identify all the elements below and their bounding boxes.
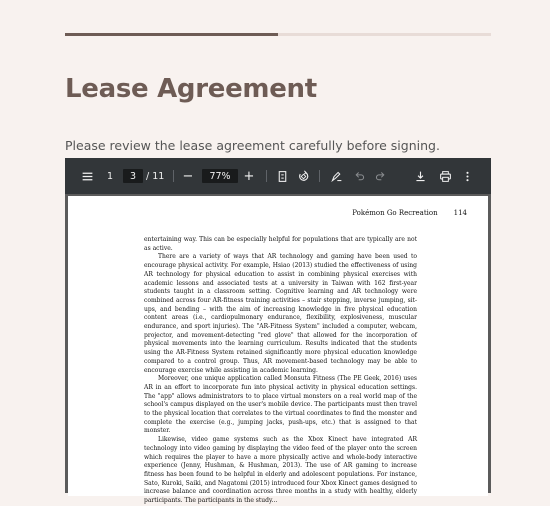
paragraph: Likewise, video game systems such as the Xbox Kinect have integrated AR technology into video gaming by displaying the video feed of the player onto the screen which requires the player to have a more physically active and whole-body interactive experience (Jenny, Hushman, & Hushman, 2013). The use of AR gaming to increase fitness has been found to be helpful in elderly and adolescent populations. For instance, Sato, Kuroki, Saiki, and Nagatomi (2015) introduced four Xbox Kinect games designed to increase balance and coordination across three months in a study with healthy, elderly participants. The participants in the study... <box>144 436 417 505</box>
paragraph: Moreover, one unique application called Monsuta Fitness (The PE Geek, 2016) uses AR in an effort to incorporate fun into physical activity in physical education settings. The "app" allows administrators to to place virtual monsters on a real world map of the school's campus displayed on the user's mobile device. The participants must then travel to the physical location that correlates to the virtual coordinates to find the monster and complete the exercise (e.g., jumping jacks, push-ups, etc.) that is assigned to that monster. <box>144 375 417 435</box>
page-number-label: 114 <box>453 209 467 217</box>
download-icon[interactable] <box>412 158 428 194</box>
page-total: / 11 <box>146 170 165 182</box>
zoom-out-button[interactable]: − <box>182 168 194 184</box>
hamburger-menu-icon[interactable] <box>79 158 95 194</box>
paragraph: There are a variety of ways that AR technology and gaming have been used to encourage physical activity. For example, Hsiao (2013) studied the effectiveness of using AR technology for physical education to assist in combining physical exercises with academic lessons and associated tests at a university in Taiwan with 162 first-year students taught in a classroom setting. Cognitive learning and AR technology were combined across four AR-fitness training activities – stair stepping, inverse jumping, sit-ups, and bending – with the aim of increasing knowledge in five physical education content areas (i.e., cardiopulmonary endurance, flexibility, explosiveness, muscular endurance, and sport injuries). The "AR-Fitness System" included a computer, webcam, projector, and movement-detecting "red glove" that allowed for the incorporation of physical movements into the learning curriculum. Results indicated that the students using the AR-Fitness System retained significantly more physical education knowledge compared to a control group. Thus, AR movement-based technology may be able to encourage exercise while assisting in academic learning. <box>144 253 417 374</box>
pdf-toolbar <box>65 158 491 194</box>
toolbar-divider <box>319 170 320 182</box>
more-vert-icon[interactable] <box>461 158 473 194</box>
redo-icon[interactable] <box>372 158 388 194</box>
running-head <box>352 209 467 217</box>
fit-page-icon[interactable] <box>274 158 290 194</box>
page-subtitle: Please review the lease agreement carefully before signing. <box>65 138 440 153</box>
zoom-in-button[interactable]: + <box>243 168 255 184</box>
page-number-input[interactable]: 3 <box>123 169 143 183</box>
print-icon[interactable] <box>437 158 453 194</box>
rotate-icon[interactable] <box>295 158 311 194</box>
toolbar-divider <box>173 170 174 182</box>
undo-icon[interactable] <box>351 158 367 194</box>
page-prefix: 1 <box>106 170 114 182</box>
paragraph: entertaining way. This can be especially helpful for populations that are typically are not as active. <box>144 236 417 252</box>
pdf-page <box>68 196 488 505</box>
page-body-text <box>144 236 417 505</box>
zoom-level-input[interactable]: 77% <box>202 169 238 183</box>
running-head-title: Pokémon Go Recreation <box>352 209 438 217</box>
toolbar-divider <box>266 170 267 182</box>
pdf-viewer[interactable] <box>65 158 491 505</box>
progress-bar <box>65 33 491 36</box>
annotate-icon[interactable] <box>328 158 344 194</box>
progress-bar-fill <box>65 33 278 36</box>
page-title: Lease Agreement <box>65 74 317 104</box>
